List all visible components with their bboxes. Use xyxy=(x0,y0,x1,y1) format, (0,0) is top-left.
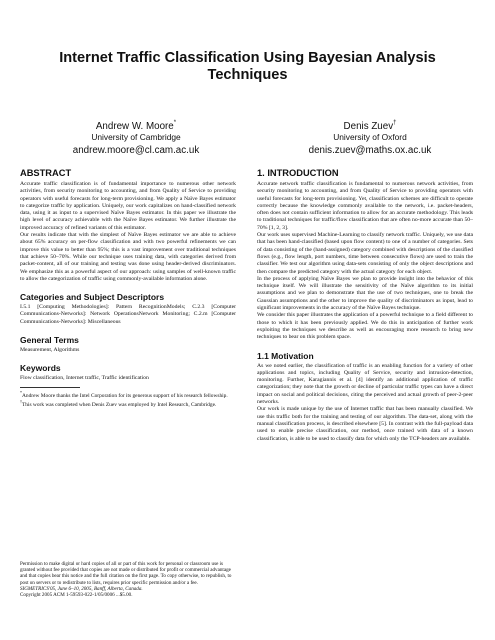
footnote-rule xyxy=(20,387,80,388)
abstract-paragraph: Accurate traffic classification is of fundamental importance to numerous other network activities, from security monitoring to accounting, and from Quality of Service to providing operators with useful forecasts for long-term provisioning. We apply a Naïve Bayes estimator to categorize traffic by application. Uniquely, our work capitalizes on hand-classified network data, using it as input to a supervised Naïve Bayes estimator. In this paper we illustrate the high level of accuracy achievable with the Naïve Bayes estimator. We further illustrate the improved accuracy of refined variants of this estimator. xyxy=(20,181,236,231)
author-name: Denis Zuev xyxy=(343,121,394,132)
abstract-heading: ABSTRACT xyxy=(20,168,72,178)
venue-line: SIGMETRICS'05, June 6–10, 2005, Banff, Alberta, Canada. xyxy=(20,585,143,592)
general-terms-text: Measurement, Algorithms xyxy=(20,347,80,354)
introduction-heading: 1. INTRODUCTION xyxy=(257,168,339,178)
keywords-text: Flow classification, Internet traffic, Traffic identification xyxy=(20,375,149,382)
categories-heading: Categories and Subject Descriptors xyxy=(20,292,165,303)
motivation-paragraph: Our work is made unique by the use of Internet traffic that has been manually classified. We use this traffic both for the training and testing of our algorithm. The data-set, along with the manual classification process, is described elsewhere [5]. In contrast with the full-payload data used to enable precise classification, our method, once trained with data of a known classification, is able to be used to classify data for which only the TCP-headers are available. xyxy=(257,406,473,442)
author-affiliation: University of Oxford xyxy=(333,132,407,142)
author-email: andrew.moore@cl.cam.ac.uk xyxy=(72,145,200,156)
author-block-2 xyxy=(270,118,470,157)
footnote: *Andrew Moore thanks the Intel Corporation for its generous support of his research fellowship. xyxy=(20,389,228,399)
introduction-paragraph: We consider this paper illustrates the application of a powerful technique to a field different to those to which it has been previously applied. We do this in anticipation of further work exploiting the techniques we describe as well as encouraging more research to bring new techniques to bear on this problem space. xyxy=(257,312,473,341)
footnote: †This work was completed when Denis Zuev was employed by Intel Research, Cambridge. xyxy=(20,399,217,409)
right-column xyxy=(257,168,473,443)
author-footnote-mark: * xyxy=(173,120,177,126)
permission-text: Permission to make digital or hard copies of all or part of this work for personal or classroom use is granted without fee provided that copies are not made or distributed for profit or commercial advantage and that copies bear this notice and the full citation on the first page. To copy otherwise, to republish, to post on servers or to redistribute to lists, requires prior specific permission and/or a fee. xyxy=(20,561,232,586)
author-name: Andrew W. Moore xyxy=(95,121,174,132)
categories-text: I.5.1 [Computing Methodologies]: Pattern RecognitionModels; C.2.3 [Computer Communications-Networks]: Network OperationsNetwork Monitoring; C.2.m [Computer Communications-Networks]: Miscellaneous xyxy=(20,304,236,325)
author-email: denis.zuev@maths.ox.ac.uk xyxy=(308,145,432,156)
motivation-heading: 1.1 Motivation xyxy=(257,350,314,361)
author-affiliation: University of Cambridge xyxy=(91,132,181,142)
copyright-line: Copyright 2005 ACM 1-59593-022-1/05/0006 ...$5.00. xyxy=(20,592,133,599)
introduction-paragraph: In the process of applying Naïve Bayes we plan to provide insight into the behavior of this technique itself. We will illustrate the sensitivity of the Naïve algorithm to its initial assumptions and we plan to demonstrate that the use of two techniques, one to break the Gaussian assumptions and the other to improve the quality of discriminators as input, lead to significant improvements in the accuracy of the Naïve Bayes technique. xyxy=(257,275,473,312)
title-line-2: Techniques xyxy=(207,67,288,83)
introduction-paragraph: Accurate network traffic classification is fundamental to numerous network activities, from security monitoring to accounting, and from Quality of Service to providing operators with useful forecasts for long-term provisioning. Yet, classification schemes are difficult to operate correctly because the knowledge commonly available to the network, i.e. packet-headers, often does not contain sufficient information to allow for an accurate methodology. This leads to traditional techniques for traffic/flow classification that are often no-more accurate than 50–70% [1, 2, 3]. xyxy=(257,181,473,231)
author-block-1 xyxy=(36,118,236,157)
keywords-heading: Keywords xyxy=(20,363,61,374)
permission-notice xyxy=(20,561,236,598)
paper-title xyxy=(40,50,455,84)
general-terms-heading: General Terms xyxy=(20,335,79,346)
motivation-paragraph: As we noted earlier, the classification of traffic is an enabling function for a variety of other applications and topics, including Quality of Service, security and intrusion-detection, monitoring. Further, Karagiannis et al. [4] identify an additional application of traffic categorization; they note that the growth or decline of particular traffic types can have a direct impact on social and political decisions, citing the perceived and actual growth of peer-2-peer networks. xyxy=(257,362,473,406)
abstract-paragraph: Our results indicate that with the simplest of Naïve Bayes estimator we are able to achieve about 65% accuracy on per-flow classification and with two powerful refinements we can improve this value to better than 95%; this is a vast improvement over traditional techniques that achieve 50–70%. While our technique uses training data, with categories derived from packet-content, all of our training and testing was done using header-derived discriminators. We emphasize this as a powerful aspect of our approach: using samples of well-known traffic to allow the categorization of traffic using commonly-available information alone. xyxy=(20,232,236,282)
left-column xyxy=(20,168,236,409)
title-line-1: Internet Traffic Classification Using Bayesian Analysis xyxy=(59,50,436,66)
author-footnote-mark: † xyxy=(393,120,397,126)
introduction-paragraph: Our work uses supervised Machine-Learning to classify network traffic. Uniquely, we use data that has been hand-classified (based upon flow content) to one of a number of categories. Sets of data consisting of the (hand-assigned) category combined with descriptions of the classified flows (e.g., flow length, port numbers, time between consecutive flows) are used to train the classifier. We test our algorithm using data-sets consisting of only the object descriptions and then compare the predicted category with the actual category for each object. xyxy=(257,232,473,275)
